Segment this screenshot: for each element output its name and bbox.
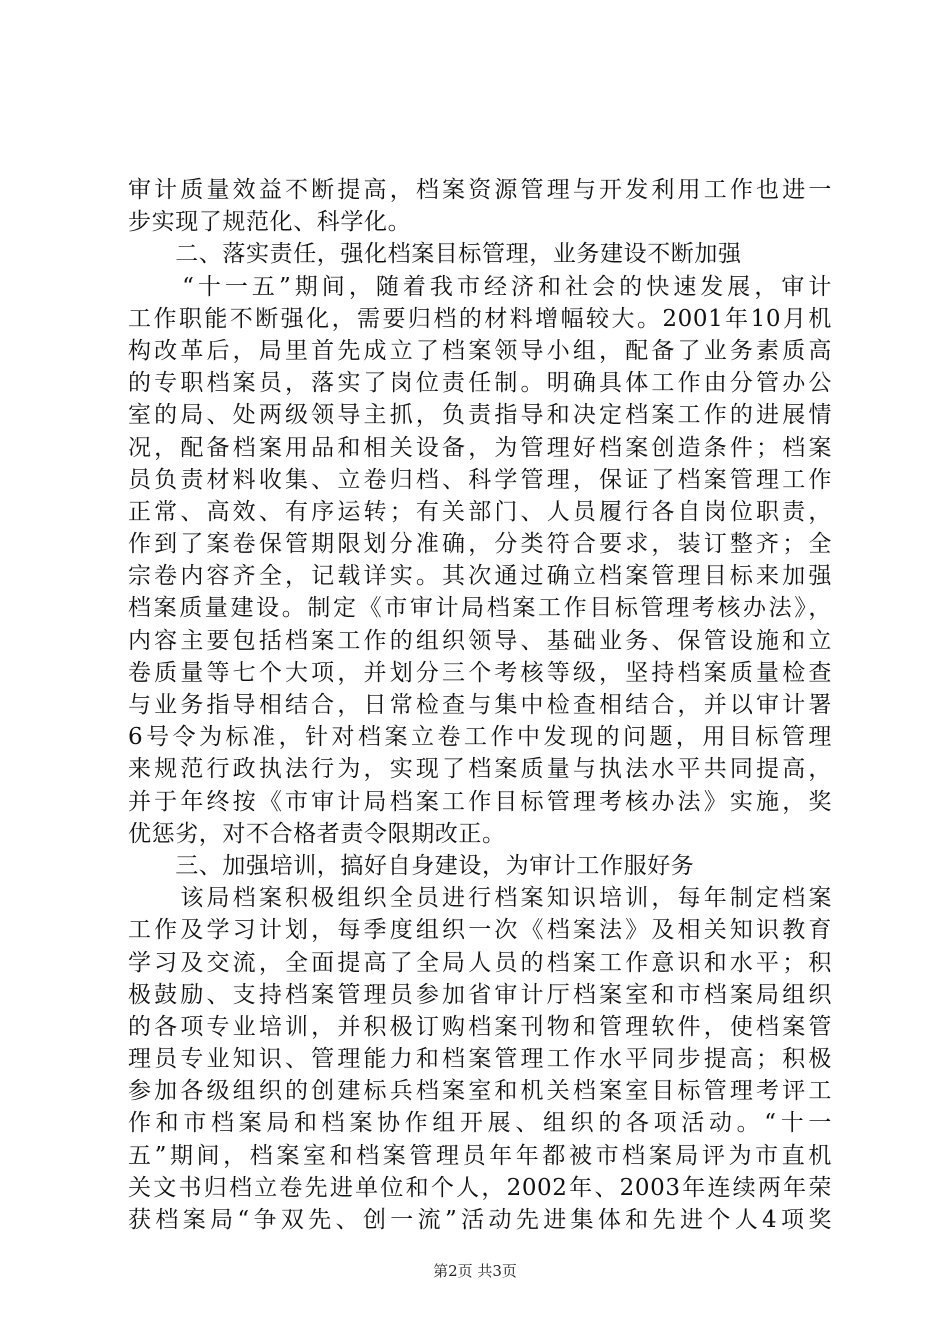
text-line: 作到了案卷保管期限划分准确，分类符合要求，装订整齐；全 — [128, 531, 832, 558]
page-number-footer: 第2页 共3页 — [433, 1262, 517, 1280]
text-line: 档案质量建设。制定《市审计局档案工作目标管理考核办法》， — [128, 595, 832, 622]
text-line: 构改革后，局里首先成立了档案领导小组，配备了业务素质高 — [128, 337, 832, 364]
text-line: “十一五”期间，随着我市经济和社会的快速发展，审计 — [128, 273, 832, 300]
text-line: 内容主要包括档案工作的组织领导、基础业务、保管设施和立 — [128, 627, 832, 654]
section-heading: 二、落实责任，强化档案目标管理，业务建设不断加强 — [128, 241, 742, 268]
text-line: 并于年终按《市审计局档案工作目标管理考核办法》实施，奖 — [128, 788, 832, 815]
text-line: 五”期间，档案室和档案管理员年年都被市档案局评为市直机 — [128, 1142, 832, 1169]
text-line: 卷质量等七个大项，并划分三个考核等级，坚持档案质量检查 — [128, 659, 832, 686]
text-line: 审计质量效益不断提高，档案资源管理与开发利用工作也进一 — [128, 177, 832, 203]
text-line: 工作职能不断强化，需要归档的材料增幅较大。2001年10月机 — [128, 305, 832, 332]
text-line: 与业务指导相结合，日常检查与集中检查相结合，并以审计署 — [128, 692, 832, 718]
text-line: 该局档案积极组织全员进行档案知识培训，每年制定档案 — [128, 885, 832, 912]
text-line: 作和市档案局和档案协作组开展、组织的各项活动。“十一 — [128, 1110, 832, 1137]
text-line: 参加各级组织的创建标兵档案室和机关档案室目标管理考评工 — [128, 1078, 832, 1105]
text-line: 极鼓励、支持档案管理员参加省审计厅档案室和市档案局组织 — [128, 981, 832, 1008]
text-line: 工作及学习计划，每季度组织一次《档案法》及相关知识教育 — [128, 917, 832, 944]
text-line: 的专职档案员，落实了岗位责任制。明确具体工作由分管办公 — [128, 370, 832, 397]
text-line: 室的局、处两级领导主抓，负责指导和决定档案工作的进展情 — [128, 402, 832, 429]
text-line: 宗卷内容齐全，记载详实。其次通过确立档案管理目标来加强 — [128, 563, 832, 590]
text-line: 6号令为标准，针对档案立卷工作中发现的问题，用目标管理 — [128, 724, 832, 751]
text-line: 员负责材料收集、立卷归档、科学管理，保证了档案管理工作 — [128, 466, 832, 493]
text-line: 获档案局“争双先、创一流”活动先进集体和先进个人4项奖 — [128, 1207, 832, 1233]
text-line: 理员专业知识、管理能力和档案管理工作水平同步提高；积极 — [128, 1046, 832, 1073]
text-line: 的各项专业培训，并积极订购档案刊物和管理软件，使档案管 — [128, 1013, 832, 1040]
text-line: 步实现了规范化、科学化。 — [128, 209, 412, 236]
text-line: 来规范行政执法行为，实现了档案质量与执法水平共同提高， — [128, 756, 832, 783]
text-line: 况，配备档案用品和相关设备，为管理好档案创造条件；档案 — [128, 434, 832, 461]
document-body — [128, 174, 832, 1236]
text-line: 学习及交流，全面提高了全局人员的档案工作意识和水平；积 — [128, 949, 832, 976]
text-line: 关文书归档立卷先进单位和个人，2002年、2003年连续两年荣 — [128, 1174, 832, 1201]
text-line: 正常、高效、有序运转；有关部门、人员履行各自岗位职责， — [128, 498, 832, 525]
section-heading: 三、加强培训，搞好自身建设，为审计工作服好务 — [128, 852, 695, 879]
text-line: 优惩劣，对不合格者责令限期改正。 — [128, 820, 506, 847]
